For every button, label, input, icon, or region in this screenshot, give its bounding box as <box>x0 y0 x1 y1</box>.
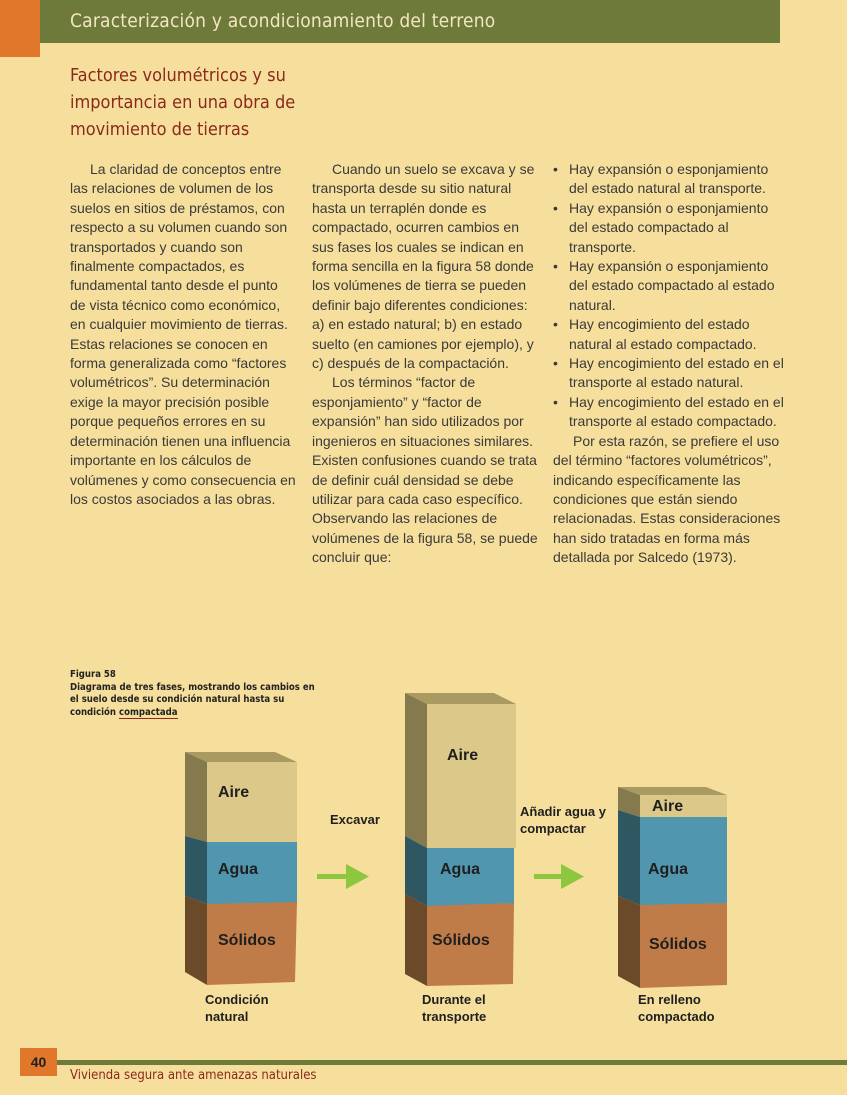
label-air: Aire <box>218 784 250 801</box>
label-solids: Sólidos <box>432 932 490 949</box>
paragraph: La claridad de conceptos entre las relaciones de volumen de los suelos en sitios de préstamos, con respecto a su volumen cuando son transportados y cuando son finalmente compactados, es fundamental tanto desde el punto de vista técnico como económico, en cualquier movimiento de tierras. Estas relaciones se conocen en forma generalizada como “factores volumétricos”. Su determinación exige la mayor precisión posible porque pequeños errores en su determinación tienen una influencia importante en los cálculos de volúmenes y como consecuencia en los costos asociados a las obras. <box>70 161 296 507</box>
col1-air-block <box>207 762 297 842</box>
arrow-shaft <box>317 874 351 879</box>
state-label-natural: Condición natural <box>205 992 269 1024</box>
page-number: 40 <box>20 1048 57 1076</box>
column-compacted <box>618 787 727 988</box>
footer-title: Vivienda segura ante amenazas naturales <box>70 1068 317 1083</box>
bullet-icon: • <box>553 355 558 372</box>
bullet-icon: • <box>553 161 558 177</box>
state-label-transport: Durante el transporte <box>422 992 487 1024</box>
label-water: Agua <box>648 861 688 878</box>
bullet-icon: • <box>553 258 558 275</box>
label-solids: Sólidos <box>649 936 707 953</box>
label-water: Agua <box>440 861 480 878</box>
figure-number: Figura 58 <box>70 669 116 680</box>
state-label-compacted: En relleno compactado <box>638 992 715 1024</box>
list-item: • Hay encogimiento del estado natural al estado compactado. <box>553 316 757 352</box>
col3-solids-side <box>618 896 640 988</box>
chapter-title: Caracterización y acondicionamiento del terreno <box>70 10 496 32</box>
col2-solids-side <box>405 894 427 986</box>
arrow-label-compactar: Añadir agua y compactar <box>520 804 606 836</box>
bullet-icon: • <box>553 316 558 333</box>
paragraph: Cuando un suelo se excava y se transporta desde su sitio natural hasta un terraplén donde es compactado, ocurren cambios en sus fases los cuales se indican en forma sencilla en la figura 58 donde los volúmenes de tierra se pueden definir bajo diferentes condiciones: a) en estado natural; b) en estado suelto (en camiones por ejemplo), y c) después de la compactación. <box>312 161 535 372</box>
figure-caption-underlined: compactada <box>119 706 178 718</box>
list-item: • Hay expansión o esponjamiento del estado compactado al transporte. <box>553 199 769 255</box>
arrow-shaft <box>534 874 565 879</box>
col2-water-side <box>405 836 427 906</box>
col2-air-block <box>427 704 516 848</box>
col1-water-side <box>185 836 207 904</box>
list-item: • Hay encogimiento del estado en el transporte al estado natural. <box>553 355 784 391</box>
label-air: Aire <box>447 747 479 764</box>
section-title: Factores volumétricos y su importancia en una obra de movimiento de tierras <box>70 65 296 140</box>
label-solids: Sólidos <box>218 932 276 949</box>
arrow-right-icon <box>561 864 584 889</box>
col1-air-side <box>185 752 207 842</box>
arrow-right-icon <box>346 864 369 889</box>
label-water: Agua <box>218 861 258 878</box>
arrow-compactar <box>534 864 584 889</box>
list-item: • Hay encogimiento del estado en el transporte al estado compactado. <box>553 393 784 430</box>
col2-air-side <box>405 693 427 848</box>
list-item: • Hay expansión o esponjamiento del estado natural al transporte. <box>553 161 769 197</box>
col1-solids-side <box>185 896 207 985</box>
label-air: Aire <box>652 798 684 815</box>
list-item: • Hay expansión o esponjamiento del estado compactado al estado natural. <box>553 258 775 313</box>
figure-caption-text: Diagrama de tres fases, mostrando los cambios en el suelo desde su condición natural hasta su condición <box>70 681 315 718</box>
bullet-icon: • <box>553 393 558 410</box>
bullet-icon: • <box>553 199 558 216</box>
footer-rule <box>57 1060 847 1065</box>
arrow-excavar <box>317 864 369 889</box>
col3-water-side <box>618 810 640 905</box>
arrow-label-excavar: Excavar <box>330 812 380 827</box>
paragraph: Por esta razón, se prefiere el uso del término “factores volumétricos”, indicando específicamente las condiciones que están siendo relacionadas. Estas consideraciones han sido tratadas en forma más detallada por Salcedo (1973). <box>553 432 781 566</box>
paragraph: Los términos “factor de esponjamiento” y “factor de expansión” han sido utilizados por ingenieros en situaciones similares. Existen confusiones cuando se trata de definir cuál densidad se debe utilizar para cada caso específico. Observando las relaciones de volúmenes de la figura 58, se puede concluir que: <box>312 374 538 566</box>
